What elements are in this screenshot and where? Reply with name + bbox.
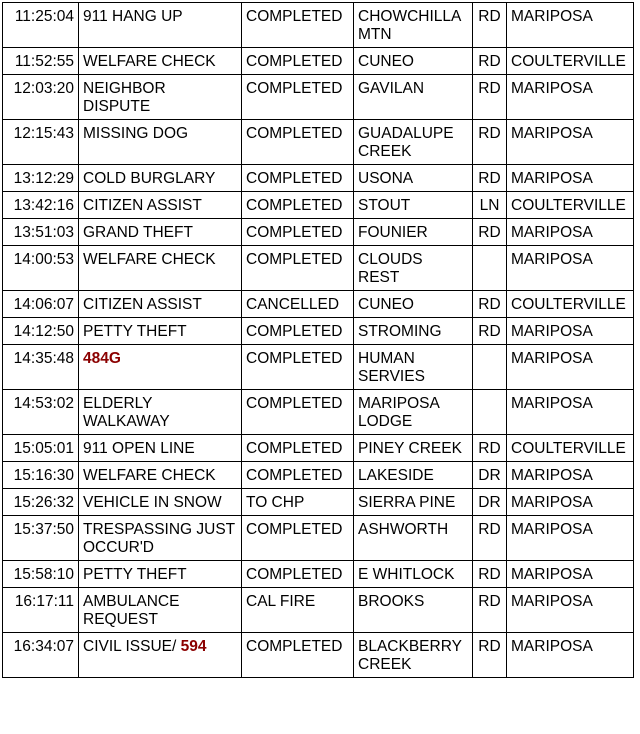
city-name: MARIPOSA bbox=[511, 593, 593, 610]
call-time: 14:35:48 bbox=[13, 350, 74, 367]
street-suffix: LN bbox=[479, 197, 500, 214]
incident-type-cell bbox=[79, 120, 242, 165]
incident-type: COLD BURGLARY bbox=[83, 170, 216, 187]
call-status-cell bbox=[242, 318, 354, 345]
call-time: 12:03:20 bbox=[13, 80, 74, 97]
call-status: COMPLETED bbox=[246, 395, 343, 412]
street-name-cell bbox=[354, 75, 473, 120]
street-suffix: RD bbox=[478, 80, 501, 97]
city-name-cell bbox=[507, 219, 634, 246]
city-name: MARIPOSA bbox=[511, 350, 593, 367]
table-row bbox=[3, 462, 634, 489]
call-status: CANCELLED bbox=[246, 296, 340, 313]
street-suffix: RD bbox=[478, 638, 501, 655]
call-log-body bbox=[3, 3, 634, 678]
street-suffix: RD bbox=[478, 566, 501, 583]
call-time-cell bbox=[3, 48, 79, 75]
call-status-cell bbox=[242, 75, 354, 120]
street-suffix-cell bbox=[473, 489, 507, 516]
table-row bbox=[3, 219, 634, 246]
city-name-cell bbox=[507, 246, 634, 291]
street-name: USONA bbox=[358, 170, 414, 187]
city-name: MARIPOSA bbox=[511, 467, 593, 484]
street-name-cell bbox=[354, 246, 473, 291]
street-suffix: RD bbox=[478, 8, 501, 25]
street-name-cell bbox=[354, 291, 473, 318]
call-status-cell bbox=[242, 633, 354, 678]
street-name: FOUNIER bbox=[358, 224, 428, 241]
city-name: COULTERVILLE bbox=[511, 296, 626, 313]
incident-type-cell bbox=[79, 75, 242, 120]
incident-type: MISSING DOG bbox=[83, 125, 189, 142]
call-time-cell bbox=[3, 219, 79, 246]
street-name: GAVILAN bbox=[358, 80, 425, 97]
call-status-cell bbox=[242, 390, 354, 435]
city-name: MARIPOSA bbox=[511, 224, 593, 241]
street-name: PINEY CREEK bbox=[358, 440, 462, 457]
call-time-cell bbox=[3, 120, 79, 165]
call-status-cell bbox=[242, 462, 354, 489]
street-suffix-cell bbox=[473, 318, 507, 345]
call-time-cell bbox=[3, 318, 79, 345]
incident-type-cell bbox=[79, 219, 242, 246]
incident-type: ELDERLY WALKAWAY bbox=[83, 395, 170, 430]
call-time: 13:42:16 bbox=[13, 197, 74, 214]
street-name: CLOUDS REST bbox=[358, 251, 423, 286]
call-status-cell bbox=[242, 3, 354, 48]
incident-type: CITIZEN ASSIST bbox=[83, 197, 202, 214]
call-status: COMPLETED bbox=[246, 8, 343, 25]
incident-type-cell bbox=[79, 3, 242, 48]
street-suffix-cell bbox=[473, 246, 507, 291]
call-time-cell bbox=[3, 561, 79, 588]
table-row bbox=[3, 588, 634, 633]
call-status-cell bbox=[242, 246, 354, 291]
call-time: 11:25:04 bbox=[14, 8, 74, 25]
call-time: 15:58:10 bbox=[13, 566, 74, 583]
street-name-cell bbox=[354, 435, 473, 462]
call-status: COMPLETED bbox=[246, 323, 343, 340]
call-status: COMPLETED bbox=[246, 467, 343, 484]
street-suffix: DR bbox=[478, 494, 501, 511]
table-row bbox=[3, 165, 634, 192]
street-suffix: DR bbox=[478, 467, 501, 484]
city-name-cell bbox=[507, 48, 634, 75]
table-row bbox=[3, 390, 634, 435]
table-row bbox=[3, 120, 634, 165]
call-status: COMPLETED bbox=[246, 80, 343, 97]
call-status-cell bbox=[242, 561, 354, 588]
incident-code-highlight: 594 bbox=[180, 638, 207, 655]
incident-type-cell bbox=[79, 246, 242, 291]
street-suffix: RD bbox=[478, 323, 501, 340]
incident-type: CITIZEN ASSIST bbox=[83, 296, 202, 313]
incident-type-cell bbox=[79, 561, 242, 588]
call-status-cell bbox=[242, 588, 354, 633]
incident-type-cell bbox=[79, 192, 242, 219]
city-name-cell bbox=[507, 165, 634, 192]
street-suffix: RD bbox=[478, 296, 501, 313]
call-time: 15:37:50 bbox=[13, 521, 74, 538]
call-status: CAL FIRE bbox=[246, 593, 316, 610]
city-name: MARIPOSA bbox=[511, 521, 593, 538]
call-status-cell bbox=[242, 219, 354, 246]
call-status-cell bbox=[242, 120, 354, 165]
call-status: TO CHP bbox=[246, 494, 305, 511]
city-name-cell bbox=[507, 120, 634, 165]
table-row bbox=[3, 75, 634, 120]
street-name-cell bbox=[354, 489, 473, 516]
incident-type: WELFARE CHECK bbox=[83, 467, 216, 484]
incident-type: PETTY THEFT bbox=[83, 323, 187, 340]
street-suffix-cell bbox=[473, 435, 507, 462]
street-suffix-cell bbox=[473, 516, 507, 561]
incident-type: CIVIL ISSUE/ bbox=[83, 638, 181, 655]
incident-type: WELFARE CHECK bbox=[83, 251, 216, 268]
incident-type-cell bbox=[79, 48, 242, 75]
call-status: COMPLETED bbox=[246, 125, 343, 142]
city-name-cell bbox=[507, 318, 634, 345]
street-name: GUADALUPE CREEK bbox=[358, 125, 454, 160]
city-name-cell bbox=[507, 489, 634, 516]
incident-type-cell bbox=[79, 345, 242, 390]
incident-type-cell bbox=[79, 516, 242, 561]
table-row bbox=[3, 291, 634, 318]
street-suffix-cell bbox=[473, 48, 507, 75]
incident-code-highlight: 484G bbox=[83, 350, 121, 367]
street-suffix-cell bbox=[473, 633, 507, 678]
street-name-cell bbox=[354, 3, 473, 48]
street-name: MARIPOSA LODGE bbox=[358, 395, 439, 430]
call-status-cell bbox=[242, 516, 354, 561]
street-name: STOUT bbox=[358, 197, 411, 214]
call-time: 16:34:07 bbox=[13, 638, 74, 655]
street-name-cell bbox=[354, 588, 473, 633]
call-log-table bbox=[2, 2, 634, 678]
street-suffix-cell bbox=[473, 345, 507, 390]
call-time: 15:26:32 bbox=[13, 494, 74, 511]
city-name-cell bbox=[507, 462, 634, 489]
call-time-cell bbox=[3, 588, 79, 633]
city-name: MARIPOSA bbox=[511, 323, 593, 340]
city-name-cell bbox=[507, 192, 634, 219]
city-name-cell bbox=[507, 390, 634, 435]
street-name: SIERRA PINE bbox=[358, 494, 456, 511]
street-suffix: RD bbox=[478, 224, 501, 241]
street-suffix: RD bbox=[478, 170, 501, 187]
table-row bbox=[3, 345, 634, 390]
street-name: LAKESIDE bbox=[358, 467, 434, 484]
call-time-cell bbox=[3, 435, 79, 462]
city-name: MARIPOSA bbox=[511, 8, 593, 25]
city-name: MARIPOSA bbox=[511, 170, 593, 187]
call-status-cell bbox=[242, 192, 354, 219]
call-status-cell bbox=[242, 165, 354, 192]
table-row bbox=[3, 48, 634, 75]
city-name-cell bbox=[507, 516, 634, 561]
call-status: COMPLETED bbox=[246, 170, 343, 187]
call-time-cell bbox=[3, 165, 79, 192]
street-name-cell bbox=[354, 219, 473, 246]
call-time-cell bbox=[3, 462, 79, 489]
street-name: CUNEO bbox=[358, 296, 414, 313]
table-row bbox=[3, 435, 634, 462]
call-time: 14:00:53 bbox=[13, 251, 74, 268]
city-name-cell bbox=[507, 3, 634, 48]
table-row bbox=[3, 246, 634, 291]
street-name-cell bbox=[354, 390, 473, 435]
call-status: COMPLETED bbox=[246, 251, 343, 268]
city-name-cell bbox=[507, 345, 634, 390]
street-suffix-cell bbox=[473, 561, 507, 588]
call-time: 11:52:55 bbox=[14, 53, 74, 70]
call-time: 16:17:11 bbox=[14, 593, 74, 610]
city-name: MARIPOSA bbox=[511, 566, 593, 583]
incident-type-cell bbox=[79, 633, 242, 678]
call-time: 12:15:43 bbox=[13, 125, 74, 142]
call-time-cell bbox=[3, 75, 79, 120]
city-name-cell bbox=[507, 588, 634, 633]
call-time: 13:51:03 bbox=[13, 224, 74, 241]
incident-type: 911 OPEN LINE bbox=[83, 440, 195, 457]
city-name-cell bbox=[507, 435, 634, 462]
call-time-cell bbox=[3, 390, 79, 435]
city-name: MARIPOSA bbox=[511, 395, 593, 412]
street-suffix-cell bbox=[473, 75, 507, 120]
call-time: 14:53:02 bbox=[13, 395, 74, 412]
call-time: 14:12:50 bbox=[13, 323, 74, 340]
incident-type-cell bbox=[79, 291, 242, 318]
incident-type: VEHICLE IN SNOW bbox=[83, 494, 222, 511]
call-status: COMPLETED bbox=[246, 440, 343, 457]
table-row bbox=[3, 192, 634, 219]
table-row bbox=[3, 561, 634, 588]
city-name-cell bbox=[507, 291, 634, 318]
table-row bbox=[3, 633, 634, 678]
street-suffix-cell bbox=[473, 3, 507, 48]
call-time-cell bbox=[3, 291, 79, 318]
call-status-cell bbox=[242, 489, 354, 516]
table-row bbox=[3, 516, 634, 561]
table-row bbox=[3, 3, 634, 48]
incident-type: WELFARE CHECK bbox=[83, 53, 216, 70]
city-name: MARIPOSA bbox=[511, 494, 593, 511]
call-status-cell bbox=[242, 291, 354, 318]
street-suffix-cell bbox=[473, 390, 507, 435]
incident-type-cell bbox=[79, 318, 242, 345]
street-suffix: RD bbox=[478, 440, 501, 457]
call-time-cell bbox=[3, 489, 79, 516]
city-name: COULTERVILLE bbox=[511, 197, 626, 214]
street-name: CHOWCHILLA MTN bbox=[358, 8, 461, 43]
incident-type-cell bbox=[79, 462, 242, 489]
street-name-cell bbox=[354, 633, 473, 678]
city-name-cell bbox=[507, 75, 634, 120]
city-name-cell bbox=[507, 561, 634, 588]
table-row bbox=[3, 489, 634, 516]
street-suffix: RD bbox=[478, 521, 501, 538]
incident-type-cell bbox=[79, 588, 242, 633]
street-suffix-cell bbox=[473, 165, 507, 192]
call-status-cell bbox=[242, 435, 354, 462]
call-time-cell bbox=[3, 633, 79, 678]
call-time-cell bbox=[3, 3, 79, 48]
street-suffix-cell bbox=[473, 462, 507, 489]
street-name: E WHITLOCK bbox=[358, 566, 455, 583]
street-name: BLACKBERRY CREEK bbox=[358, 638, 462, 673]
call-time-cell bbox=[3, 516, 79, 561]
street-name-cell bbox=[354, 48, 473, 75]
street-suffix: RD bbox=[478, 53, 501, 70]
street-name: ASHWORTH bbox=[358, 521, 449, 538]
street-name-cell bbox=[354, 165, 473, 192]
incident-type-cell bbox=[79, 390, 242, 435]
street-suffix-cell bbox=[473, 291, 507, 318]
street-name-cell bbox=[354, 120, 473, 165]
city-name: COULTERVILLE bbox=[511, 53, 626, 70]
incident-type-cell bbox=[79, 165, 242, 192]
incident-type-cell bbox=[79, 435, 242, 462]
street-suffix-cell bbox=[473, 588, 507, 633]
call-time: 15:16:30 bbox=[13, 467, 74, 484]
call-time: 15:05:01 bbox=[13, 440, 74, 457]
incident-type-cell bbox=[79, 489, 242, 516]
call-status: COMPLETED bbox=[246, 350, 343, 367]
street-suffix-cell bbox=[473, 219, 507, 246]
call-status: COMPLETED bbox=[246, 224, 343, 241]
city-name: MARIPOSA bbox=[511, 80, 593, 97]
incident-type: GRAND THEFT bbox=[83, 224, 193, 241]
street-name-cell bbox=[354, 192, 473, 219]
call-time-cell bbox=[3, 345, 79, 390]
street-name: STROMING bbox=[358, 323, 442, 340]
call-status: COMPLETED bbox=[246, 197, 343, 214]
call-status: COMPLETED bbox=[246, 521, 343, 538]
street-name-cell bbox=[354, 462, 473, 489]
street-name-cell bbox=[354, 345, 473, 390]
incident-type: 911 HANG UP bbox=[83, 8, 183, 25]
city-name: COULTERVILLE bbox=[511, 440, 626, 457]
call-time-cell bbox=[3, 246, 79, 291]
call-time-cell bbox=[3, 192, 79, 219]
call-status-cell bbox=[242, 345, 354, 390]
call-status-cell bbox=[242, 48, 354, 75]
incident-type: NEIGHBOR DISPUTE bbox=[83, 80, 166, 115]
city-name: MARIPOSA bbox=[511, 125, 593, 142]
city-name-cell bbox=[507, 633, 634, 678]
table-row bbox=[3, 318, 634, 345]
incident-type: AMBULANCE REQUEST bbox=[83, 593, 180, 628]
street-name: CUNEO bbox=[358, 53, 414, 70]
call-time: 14:06:07 bbox=[13, 296, 74, 313]
street-suffix: RD bbox=[478, 125, 501, 142]
street-suffix: RD bbox=[478, 593, 501, 610]
call-status: COMPLETED bbox=[246, 566, 343, 583]
call-status: COMPLETED bbox=[246, 638, 343, 655]
street-name: BROOKS bbox=[358, 593, 425, 610]
street-name-cell bbox=[354, 516, 473, 561]
street-suffix-cell bbox=[473, 192, 507, 219]
street-name-cell bbox=[354, 561, 473, 588]
street-name: HUMAN SERVIES bbox=[358, 350, 425, 385]
incident-type: PETTY THEFT bbox=[83, 566, 187, 583]
street-suffix-cell bbox=[473, 120, 507, 165]
incident-type: TRESPASSING JUST OCCUR'D bbox=[83, 521, 235, 556]
street-name-cell bbox=[354, 318, 473, 345]
city-name: MARIPOSA bbox=[511, 638, 593, 655]
city-name: MARIPOSA bbox=[511, 251, 593, 268]
call-status: COMPLETED bbox=[246, 53, 343, 70]
call-time: 13:12:29 bbox=[13, 170, 74, 187]
